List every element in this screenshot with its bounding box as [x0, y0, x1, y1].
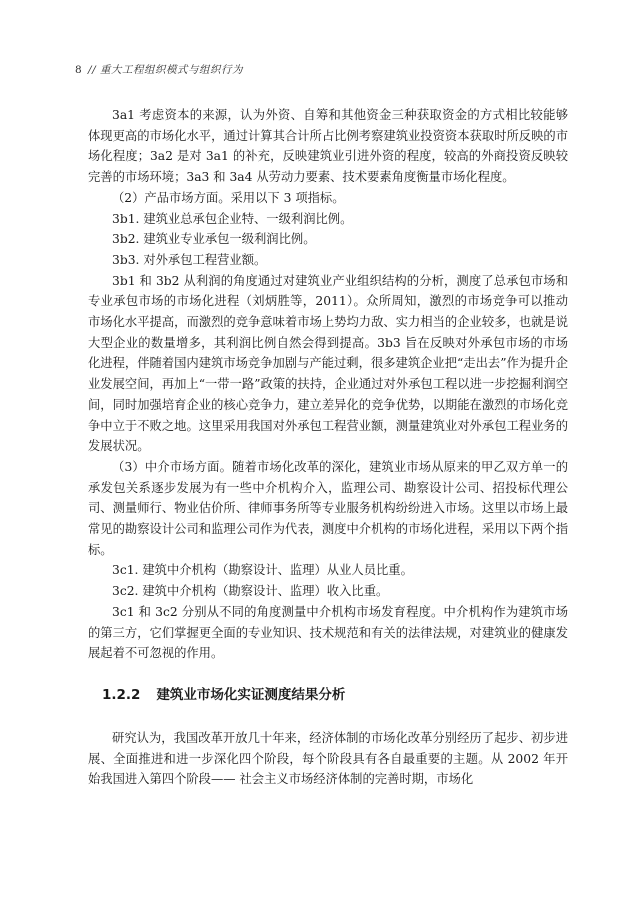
body-text: [88, 105, 568, 790]
metric-3b2: 3b2. 建筑业专业承包一级利润比例。: [112, 232, 316, 247]
page-number: 8: [75, 64, 83, 76]
header-separator: //: [88, 64, 97, 76]
metric-3c2: 3c2. 建筑中介机构（勘察设计、监理）收入比重。: [112, 584, 389, 599]
paragraph-product-market: （2）产品市场方面。采用以下 3 项指标。: [112, 190, 345, 205]
book-title: 重大工程组织模式与组织行为: [99, 64, 243, 76]
metric-3c1: 3c1. 建筑中介机构（勘察设计、监理）从业人员比重。: [112, 563, 413, 578]
running-header: [75, 62, 243, 77]
metric-3b3: 3b3. 对外承包工程营业额。: [112, 252, 267, 267]
section-heading: [88, 684, 568, 706]
paragraph-intermediary-market: （3）中介市场方面。随着市场化改革的深化，建筑业市场从原来的甲乙双方单一的承发包关系逐步发展为有一些中介机构介入，监理公司、勘察设计公司、招投标代理公司、测量师行、物业估价所、律师事务所等专业服务机构纷纷进入市场。这里以市场上最常见的勘察设计公司和监理公司作为代表，测度中介机构的市场化进程，采用以下两个指标。: [88, 459, 568, 557]
metric-3b1: 3b1. 建筑业总承包企业特、一级利润比例。: [112, 211, 353, 226]
paragraph-profit-analysis: 3b1 和 3b2 从利润的角度通过对建筑业产业组织结构的分析，测度了总承包市场和专业承包市场的市场化进程（刘炳胜等，2011）。众所周知，激烈的市场竞争可以推动市场化水平提高，而激烈的竞争意味着市场上势均力敌、实力相当的企业较多，也就是说大型企业的数量增多，其利润比例自然会得到提高。3b3 旨在反映对外承包市场的市场化进程，伴随着国内建筑市场竞争加剧与产能过剩，很多建筑企业把“走出去”作为提升企业发展空间，再加上“一带一路”政策的扶持，企业通过对外承包工程以进一步挖掘利润空间，同时加强培育企业的核心竞争力，建立差异化的竞争优势，以期能在激烈的市场化竞争中立于不败之地。这里采用我国对外承包工程营业额，测量建筑业对外承包工程业务的发展状况。: [88, 273, 568, 454]
paragraph-research-stages: 研究认为，我国改革开放几十年来，经济体制的市场化改革分别经历了起步、初步进展、全面推进和进一步深化四个阶段，每个阶段具有各自最重要的主题。从 2002 年开始我国进入第四个阶段—— 社会主义市场经济体制的完善时期，市场化: [88, 730, 568, 787]
section-number: 1.2.2: [102, 686, 141, 703]
section-title: 建筑业市场化实证测度结果分析: [156, 686, 346, 703]
paragraph-capital-source: 3a1 考虑资本的来源，认为外资、自筹和其他资金三种获取资金的方式相比较能够体现更高的市场化水平，通过计算其合计所占比例考察建筑业投资资本获取时所反映的市场化程度；3a2 是对 3a1 的补充，反映建筑业引进外资的程度，较高的外商投资反映较完善的市场环境；3a3 和 3a4 从劳动力要素、技术要素角度衡量市场化程度。: [88, 108, 568, 185]
paragraph-intermediary-analysis: 3c1 和 3c2 分别从不同的角度测量中介机构市场发育程度。中介机构作为建筑市场的第三方，它们掌握更全面的专业知识、技术规范和有关的法律法规，对建筑业的健康发展起着不可忽视的作用。: [88, 604, 568, 661]
